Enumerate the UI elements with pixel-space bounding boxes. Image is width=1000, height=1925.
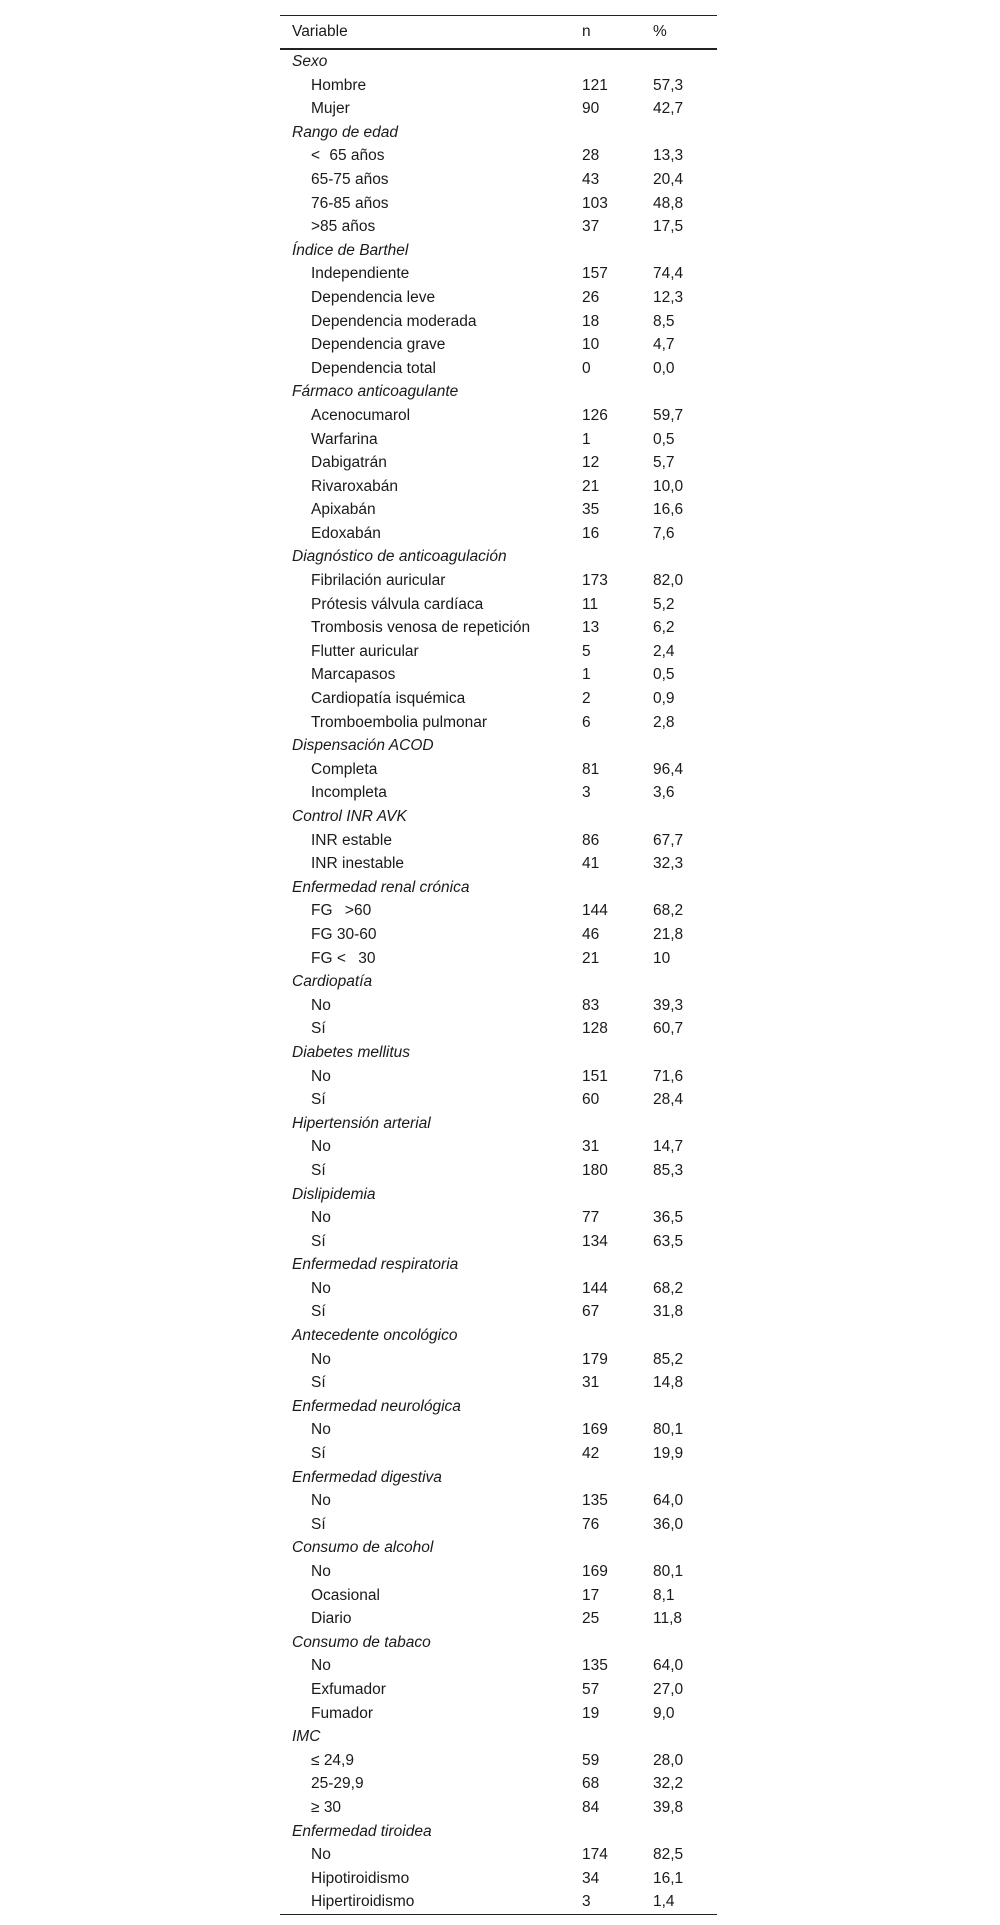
row-n: 0 xyxy=(582,359,591,377)
row-percent: 8,1 xyxy=(653,1586,675,1604)
row-n: 134 xyxy=(582,1232,608,1250)
table-row xyxy=(280,1702,717,1726)
row-percent: 7,6 xyxy=(653,524,675,542)
category-row xyxy=(280,1183,717,1207)
row-n: 57 xyxy=(582,1680,600,1698)
row-percent: 71,6 xyxy=(653,1067,684,1085)
row-n: 21 xyxy=(582,477,600,495)
category-title: Dislipidemia xyxy=(292,1185,376,1203)
row-percent: 74,4 xyxy=(653,265,684,283)
table-row xyxy=(280,97,717,121)
row-percent: 0,5 xyxy=(653,666,675,684)
table-row xyxy=(280,451,717,475)
row-n: 1 xyxy=(582,666,591,684)
row-percent: 3,6 xyxy=(653,784,675,802)
row-n: 46 xyxy=(582,925,600,943)
row-label: Cardiopatía isquémica xyxy=(311,690,466,708)
row-percent: 57,3 xyxy=(653,76,684,94)
category-row xyxy=(280,805,717,829)
table-row xyxy=(280,357,717,381)
table-row xyxy=(280,1843,717,1867)
row-percent: 0,0 xyxy=(653,359,675,377)
row-percent: 68,2 xyxy=(653,902,684,920)
row-label: Hombre xyxy=(311,76,367,94)
row-label: 65-75 años xyxy=(311,170,389,188)
header-n: n xyxy=(582,23,591,40)
row-percent: 67,7 xyxy=(653,831,684,849)
row-n: 157 xyxy=(582,265,608,283)
row-label: Mujer xyxy=(311,100,350,118)
row-percent: 11,8 xyxy=(653,1610,683,1628)
row-label: No xyxy=(311,1563,331,1580)
table-row xyxy=(280,569,717,593)
row-n: 37 xyxy=(582,218,600,236)
row-n: 76 xyxy=(582,1515,600,1533)
row-percent: 16,6 xyxy=(653,501,684,519)
row-percent: 0,5 xyxy=(653,430,675,448)
category-row xyxy=(280,1725,717,1749)
category-row xyxy=(280,545,717,569)
category-title: Consumo de tabaco xyxy=(292,1633,431,1651)
category-row xyxy=(280,1112,717,1136)
row-percent: 10,0 xyxy=(653,477,684,495)
category-row xyxy=(280,239,717,263)
table-row xyxy=(280,475,717,499)
row-percent: 60,7 xyxy=(653,1020,684,1038)
row-n: 169 xyxy=(582,1563,608,1580)
row-label: Dependencia moderada xyxy=(311,312,477,330)
row-label: Independiente xyxy=(311,265,410,283)
row-percent: 17,5 xyxy=(653,218,684,236)
table-row xyxy=(280,1867,717,1891)
row-n: 174 xyxy=(582,1846,608,1864)
row-label: No xyxy=(311,1846,331,1864)
row-percent: 64,0 xyxy=(653,1657,684,1675)
category-title: Control INR AVK xyxy=(292,808,407,825)
table-row xyxy=(280,1678,717,1702)
row-label: Warfarina xyxy=(311,430,378,448)
table-row xyxy=(280,144,717,168)
row-label: Sí xyxy=(311,1445,326,1463)
row-label: No xyxy=(311,1067,331,1085)
category-row xyxy=(280,1631,717,1655)
row-label: No xyxy=(311,1350,331,1368)
table-row xyxy=(280,1206,717,1230)
category-row xyxy=(280,380,717,404)
row-percent: 27,0 xyxy=(653,1680,684,1698)
row-n: 169 xyxy=(582,1421,608,1439)
row-percent: 13,3 xyxy=(653,147,684,165)
row-n: 31 xyxy=(582,1374,600,1392)
table-row xyxy=(280,1796,717,1820)
row-percent: 28,4 xyxy=(653,1091,684,1109)
table-row xyxy=(280,286,717,310)
row-label: Trombosis venosa de repetición xyxy=(311,619,531,637)
table-row xyxy=(280,1230,717,1254)
category-row xyxy=(280,1536,717,1560)
table-row xyxy=(280,640,717,664)
table-row xyxy=(280,899,717,923)
category-row xyxy=(280,876,717,900)
row-label: Prótesis válvula cardíaca xyxy=(311,595,484,613)
row-label: Incompleta xyxy=(311,784,387,802)
row-percent: 48,8 xyxy=(653,194,684,212)
row-label: FG 30-60 xyxy=(311,925,377,943)
table-row xyxy=(280,947,717,971)
row-percent: 82,0 xyxy=(653,572,684,590)
row-label: Sí xyxy=(311,1091,326,1109)
row-label: ≤ 24,9 xyxy=(311,1751,354,1769)
table-row xyxy=(280,1584,717,1608)
row-n: 67 xyxy=(582,1303,600,1321)
category-title: Rango de edad xyxy=(292,123,399,141)
header-percent: % xyxy=(653,23,667,40)
row-percent: 85,3 xyxy=(653,1161,684,1179)
row-percent: 14,7 xyxy=(653,1138,684,1156)
table-row xyxy=(280,1159,717,1183)
row-n: 84 xyxy=(582,1798,600,1816)
row-percent: 4,7 xyxy=(653,336,675,354)
row-label: Acenocumarol xyxy=(311,406,411,424)
row-percent: 63,5 xyxy=(653,1232,684,1250)
table-row xyxy=(280,1088,717,1112)
category-title: Índice de Barthel xyxy=(292,241,409,259)
category-title: Cardiopatía xyxy=(292,973,373,991)
row-label: Edoxabán xyxy=(311,524,381,542)
row-label: Sí xyxy=(311,1374,326,1392)
table-row xyxy=(280,1135,717,1159)
row-label: Dependencia grave xyxy=(311,336,446,354)
row-n: 135 xyxy=(582,1492,608,1510)
table-row xyxy=(280,1065,717,1089)
table-row xyxy=(280,829,717,853)
row-n: 60 xyxy=(582,1091,600,1109)
row-label: Exfumador xyxy=(311,1680,386,1698)
row-label: Ocasional xyxy=(311,1586,380,1604)
row-n: 26 xyxy=(582,288,600,306)
row-label: Completa xyxy=(311,760,378,778)
row-n: 2 xyxy=(582,690,591,708)
table-row xyxy=(280,1513,717,1537)
row-percent: 6,2 xyxy=(653,619,675,637)
row-percent: 10 xyxy=(653,949,671,967)
row-n: 77 xyxy=(582,1209,600,1227)
table-body xyxy=(280,50,717,1914)
table-row xyxy=(280,215,717,239)
category-title: Dispensación ACOD xyxy=(292,737,434,755)
table-row xyxy=(280,593,717,617)
table-row xyxy=(280,923,717,947)
table-row xyxy=(280,262,717,286)
row-label: Dabigatrán xyxy=(311,454,387,472)
table-row xyxy=(280,1890,717,1914)
row-n: 121 xyxy=(582,76,608,94)
row-n: 59 xyxy=(582,1751,600,1769)
row-n: 41 xyxy=(582,855,600,873)
table-row xyxy=(280,1772,717,1796)
row-label: Fumador xyxy=(311,1704,374,1722)
row-label: Sí xyxy=(311,1232,326,1250)
category-title: Diabetes mellitus xyxy=(292,1043,411,1061)
category-title: Enfermedad renal crónica xyxy=(292,878,470,896)
row-percent: 0,9 xyxy=(653,690,675,708)
row-percent: 82,5 xyxy=(653,1846,684,1864)
row-n: 6 xyxy=(582,713,591,731)
table-row xyxy=(280,758,717,782)
category-title: IMC xyxy=(292,1728,321,1746)
row-label: Tromboembolia pulmonar xyxy=(311,713,488,731)
row-percent: 5,2 xyxy=(653,595,675,613)
row-n: 173 xyxy=(582,572,608,590)
table-row xyxy=(280,498,717,522)
row-n: 3 xyxy=(582,784,591,802)
table-row xyxy=(280,852,717,876)
row-n: 144 xyxy=(582,902,608,920)
row-label: No xyxy=(311,1209,331,1227)
category-row xyxy=(280,1041,717,1065)
table-row xyxy=(280,522,717,546)
table-row xyxy=(280,781,717,805)
row-percent: 39,8 xyxy=(653,1798,684,1816)
row-label: No xyxy=(311,1138,331,1156)
row-percent: 39,3 xyxy=(653,996,684,1014)
table-row xyxy=(280,74,717,98)
category-row xyxy=(280,1324,717,1348)
row-percent: 80,1 xyxy=(653,1421,684,1439)
row-n: 10 xyxy=(582,336,600,354)
row-n: 128 xyxy=(582,1020,608,1038)
category-row xyxy=(280,1820,717,1844)
row-n: 18 xyxy=(582,312,600,330)
row-percent: 42,7 xyxy=(653,100,684,118)
row-n: 12 xyxy=(582,454,600,472)
row-n: 42 xyxy=(582,1445,600,1463)
category-title: Fármaco anticoagulante xyxy=(292,383,459,401)
row-n: 19 xyxy=(582,1704,600,1722)
row-n: 43 xyxy=(582,170,600,188)
row-label: No xyxy=(311,1657,331,1675)
table-row xyxy=(280,711,717,735)
table-row xyxy=(280,687,717,711)
row-label: FG < 30 xyxy=(311,949,376,967)
row-label: Dependencia total xyxy=(311,359,436,377)
row-percent: 32,3 xyxy=(653,855,684,873)
row-label: >85 años xyxy=(311,218,376,236)
row-percent: 59,7 xyxy=(653,406,684,424)
row-n: 16 xyxy=(582,524,600,542)
category-title: Hipertensión arterial xyxy=(292,1114,431,1132)
table-row xyxy=(280,1418,717,1442)
row-n: 34 xyxy=(582,1869,600,1887)
table-row xyxy=(280,1749,717,1773)
category-row xyxy=(280,1466,717,1490)
table-row xyxy=(280,333,717,357)
table-row xyxy=(280,310,717,334)
row-n: 144 xyxy=(582,1279,608,1297)
row-percent: 8,5 xyxy=(653,312,675,330)
row-percent: 2,4 xyxy=(653,642,675,660)
row-n: 31 xyxy=(582,1138,600,1156)
table-row xyxy=(280,1654,717,1678)
row-n: 68 xyxy=(582,1775,600,1793)
header-variable: Variable xyxy=(292,23,348,40)
row-percent: 80,1 xyxy=(653,1563,684,1580)
table-row xyxy=(280,1348,717,1372)
category-row xyxy=(280,734,717,758)
row-label: 76-85 años xyxy=(311,194,389,212)
category-row xyxy=(280,50,717,74)
row-n: 180 xyxy=(582,1161,608,1179)
row-percent: 64,0 xyxy=(653,1492,684,1510)
category-title: Sexo xyxy=(292,53,328,70)
row-percent: 21,8 xyxy=(653,925,684,943)
row-label: Flutter auricular xyxy=(311,642,419,660)
row-percent: 19,9 xyxy=(653,1445,684,1463)
row-percent: 36,0 xyxy=(653,1515,684,1533)
table-row xyxy=(280,1300,717,1324)
row-label: Rivaroxabán xyxy=(311,477,399,495)
row-label: No xyxy=(311,1492,331,1510)
row-percent: 32,2 xyxy=(653,1775,684,1793)
category-row xyxy=(280,970,717,994)
table-row xyxy=(280,1489,717,1513)
row-n: 5 xyxy=(582,642,591,660)
descriptive-table xyxy=(280,15,717,1915)
row-label: No xyxy=(311,996,331,1014)
row-percent: 28,0 xyxy=(653,1751,684,1769)
category-title: Enfermedad neurológica xyxy=(292,1397,461,1415)
row-label: Diario xyxy=(311,1610,352,1628)
row-n: 35 xyxy=(582,501,600,519)
category-title: Enfermedad respiratoria xyxy=(292,1256,459,1274)
row-n: 126 xyxy=(582,406,608,424)
row-n: 103 xyxy=(582,194,608,212)
category-title: Enfermedad tiroidea xyxy=(292,1822,432,1840)
row-label: Hipertiroidismo xyxy=(311,1893,415,1911)
row-n: 81 xyxy=(582,760,600,778)
row-label: INR estable xyxy=(311,831,392,849)
row-percent: 9,0 xyxy=(653,1704,675,1722)
table-row xyxy=(280,663,717,687)
row-percent: 20,4 xyxy=(653,170,684,188)
table-row xyxy=(280,428,717,452)
row-label: Sí xyxy=(311,1161,326,1179)
row-percent: 16,1 xyxy=(653,1869,684,1887)
row-percent: 5,7 xyxy=(653,454,675,472)
row-n: 28 xyxy=(582,147,600,165)
row-label: INR inestable xyxy=(311,855,405,873)
row-n: 13 xyxy=(582,619,600,637)
row-n: 25 xyxy=(582,1610,600,1628)
row-percent: 36,5 xyxy=(653,1209,684,1227)
category-title: Antecedente oncológico xyxy=(292,1327,458,1345)
row-percent: 68,2 xyxy=(653,1279,684,1297)
row-label: < 65 años xyxy=(311,147,385,165)
category-title: Diagnóstico de anticoagulación xyxy=(292,548,507,566)
row-label: Hipotiroidismo xyxy=(311,1869,410,1887)
table-row xyxy=(280,616,717,640)
table-row xyxy=(280,1560,717,1584)
row-label: Marcapasos xyxy=(311,666,396,684)
row-n: 83 xyxy=(582,996,600,1014)
row-n: 179 xyxy=(582,1350,608,1368)
table-header-row xyxy=(280,16,717,50)
row-n: 17 xyxy=(582,1586,600,1604)
row-label: Sí xyxy=(311,1303,326,1321)
row-label: No xyxy=(311,1279,331,1297)
row-percent: 1,4 xyxy=(653,1893,675,1911)
table-row xyxy=(280,192,717,216)
table-row xyxy=(280,1277,717,1301)
row-label: Apixabán xyxy=(311,501,376,519)
row-percent: 14,8 xyxy=(653,1374,684,1392)
row-n: 3 xyxy=(582,1893,591,1911)
table-row xyxy=(280,1442,717,1466)
row-percent: 31,8 xyxy=(653,1303,684,1321)
table-row xyxy=(280,168,717,192)
row-label: ≥ 30 xyxy=(311,1798,342,1816)
row-label: Dependencia leve xyxy=(311,288,436,306)
row-percent: 2,8 xyxy=(653,713,675,731)
row-n: 86 xyxy=(582,831,600,849)
row-label: 25-29,9 xyxy=(311,1775,364,1793)
row-percent: 12,3 xyxy=(653,288,684,306)
table-row xyxy=(280,994,717,1018)
row-n: 151 xyxy=(582,1067,608,1085)
category-row xyxy=(280,1395,717,1419)
table-row xyxy=(280,1371,717,1395)
row-label: Fibrilación auricular xyxy=(311,572,446,590)
row-n: 11 xyxy=(582,595,599,613)
row-percent: 96,4 xyxy=(653,760,684,778)
row-n: 90 xyxy=(582,100,600,118)
row-label: Sí xyxy=(311,1020,326,1038)
row-n: 135 xyxy=(582,1657,608,1675)
row-label: No xyxy=(311,1421,331,1439)
row-n: 21 xyxy=(582,949,600,967)
row-label: Sí xyxy=(311,1515,326,1533)
table-row xyxy=(280,404,717,428)
category-title: Enfermedad digestiva xyxy=(292,1468,442,1486)
row-n: 1 xyxy=(582,430,591,448)
row-label: FG >60 xyxy=(311,902,372,920)
category-row xyxy=(280,121,717,145)
table-row xyxy=(280,1017,717,1041)
category-title: Consumo de alcohol xyxy=(292,1539,434,1557)
category-row xyxy=(280,1253,717,1277)
table-row xyxy=(280,1607,717,1631)
row-percent: 85,2 xyxy=(653,1350,684,1368)
